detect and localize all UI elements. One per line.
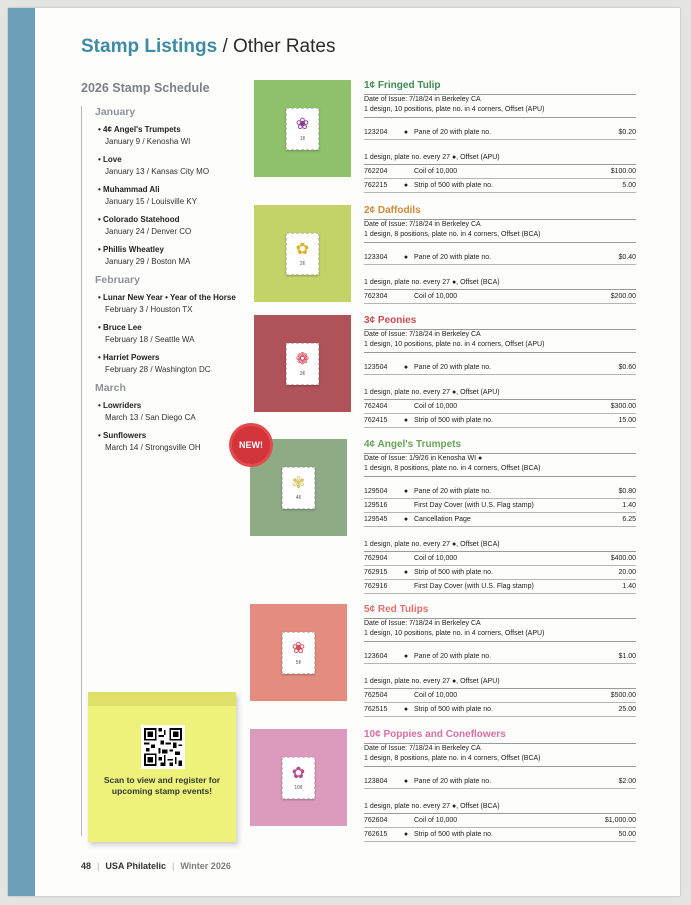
item-code: 123504 bbox=[364, 364, 388, 371]
item-description: First Day Cover (with U.S. Flag stamp) bbox=[414, 502, 534, 509]
item-description: Pane of 20 with plate no. bbox=[414, 488, 492, 495]
table-row bbox=[364, 126, 636, 140]
item-code: 762404 bbox=[364, 403, 388, 410]
item-price: $0.60 bbox=[618, 364, 636, 371]
listing-title: 1¢ Fringed Tulip bbox=[364, 80, 441, 91]
table-row bbox=[364, 703, 636, 717]
month-february: February bbox=[95, 274, 140, 286]
item-code: 129545 bbox=[364, 516, 388, 523]
item-description: Coil of 10,000 bbox=[414, 555, 458, 562]
issue-date: Date of Issue: 7/18/24 in Berkeley CA bbox=[364, 221, 481, 228]
schedule-event: • Love January 13 / Kansas City MO bbox=[98, 155, 210, 176]
item-code: 123304 bbox=[364, 254, 388, 261]
listing-1c bbox=[364, 80, 636, 193]
format-icon: ● bbox=[403, 778, 409, 785]
format-icon: ● bbox=[403, 706, 409, 713]
item-price: $0.80 bbox=[618, 488, 636, 495]
issue-date: Date of Issue: 7/18/24 in Berkeley CA bbox=[364, 620, 481, 627]
item-code: 762504 bbox=[364, 692, 388, 699]
item-description: Coil of 10,000 bbox=[414, 692, 458, 699]
page-title-bold: Stamp Listings bbox=[81, 36, 218, 57]
listing-title: 3¢ Peonies bbox=[364, 315, 417, 326]
item-price: $200.00 bbox=[610, 293, 636, 300]
item-code: 762515 bbox=[364, 706, 388, 713]
issue-date: Date of Issue: 7/18/24 in Berkeley CA bbox=[364, 745, 481, 752]
item-description: First Day Cover (with U.S. Flag stamp) bbox=[414, 583, 534, 590]
listing-title: 10¢ Poppies and Coneflowers bbox=[364, 729, 506, 740]
item-price: 6.25 bbox=[622, 516, 636, 523]
listing-title: 5¢ Red Tulips bbox=[364, 604, 429, 615]
flower-icon: ❁ bbox=[295, 350, 310, 368]
coil-design-info: 1 design, plate no. every 27 ●, Offset (APU) bbox=[364, 152, 636, 165]
side-color-bar bbox=[8, 8, 35, 896]
schedule-event: • Lowriders March 13 / San Diego CA bbox=[98, 401, 196, 422]
note-text: Scan to view and register for upcoming stamp events! bbox=[103, 775, 221, 796]
item-code: 123804 bbox=[364, 778, 388, 785]
flower-icon: ❀ bbox=[291, 639, 306, 657]
item-price: 5.00 bbox=[622, 182, 636, 189]
qr-code[interactable] bbox=[141, 725, 185, 769]
item-description: Pane of 20 with plate no. bbox=[414, 254, 492, 261]
format-icon: ● bbox=[403, 364, 409, 371]
item-price: $500.00 bbox=[610, 692, 636, 699]
item-code: 762604 bbox=[364, 817, 388, 824]
table-row bbox=[364, 400, 636, 414]
listing-5c bbox=[364, 604, 636, 717]
stamp-image-10c bbox=[250, 729, 347, 826]
stamp-image-3c bbox=[254, 315, 351, 412]
item-price: 50.00 bbox=[618, 831, 636, 838]
design-info: 1 design, 10 positions, plate no. in 4 corners, Offset (APU) bbox=[364, 629, 636, 642]
format-icon: ● bbox=[403, 129, 409, 136]
table-row bbox=[364, 414, 636, 428]
stamp-denomination: 4¢ bbox=[295, 494, 302, 501]
stamp-denomination: 3¢ bbox=[299, 370, 306, 377]
month-january: January bbox=[95, 106, 136, 118]
item-description: Strip of 500 with plate no. bbox=[414, 831, 493, 838]
stamp-image-5c bbox=[250, 604, 347, 701]
schedule-event: • Phillis Wheatley January 29 / Boston MA bbox=[98, 245, 191, 266]
schedule-event: • Sunflowers March 14 / Strongsville OH bbox=[98, 431, 201, 452]
format-icon: ● bbox=[403, 516, 409, 523]
item-description: Coil of 10,000 bbox=[414, 403, 458, 410]
new-badge: NEW! bbox=[232, 426, 270, 464]
page-footer bbox=[81, 861, 231, 871]
item-description: Strip of 500 with plate no. bbox=[414, 417, 493, 424]
month-march: March bbox=[95, 382, 126, 394]
format-icon: ● bbox=[403, 569, 409, 576]
item-description: Strip of 500 with plate no. bbox=[414, 182, 493, 189]
table-row bbox=[364, 513, 636, 527]
item-price: $1,000.00 bbox=[604, 817, 636, 824]
page-title bbox=[81, 36, 335, 58]
issue-name: Winter 2026 bbox=[180, 861, 231, 871]
item-code: 129504 bbox=[364, 488, 388, 495]
item-code: 762415 bbox=[364, 417, 388, 424]
table-row bbox=[364, 650, 636, 664]
table-row bbox=[364, 499, 636, 513]
item-code: 762916 bbox=[364, 583, 388, 590]
flower-icon: ✿ bbox=[295, 240, 310, 258]
issue-date: Date of Issue: 1/9/26 in Kenosha WI ● bbox=[364, 455, 483, 462]
catalog-page bbox=[8, 8, 680, 896]
item-code: 762615 bbox=[364, 831, 388, 838]
table-row bbox=[364, 828, 636, 842]
footer-separator: | bbox=[172, 861, 175, 871]
item-code: 762204 bbox=[364, 168, 388, 175]
item-code: 762215 bbox=[364, 182, 388, 189]
schedule-event: • Lunar New Year • Year of the Horse February 3 / Houston TX bbox=[98, 293, 236, 314]
design-info: 1 design, 8 positions, plate no. in 4 corners, Offset (BCA) bbox=[364, 464, 636, 477]
schedule-event: • Harriet Powers February 28 / Washington DC bbox=[98, 353, 211, 374]
item-price: 1.40 bbox=[622, 583, 636, 590]
stamp-denomination: 5¢ bbox=[295, 659, 302, 666]
listing-2c bbox=[364, 205, 636, 304]
design-info: 1 design, 8 positions, plate no. in 4 corners, Offset (BCA) bbox=[364, 230, 636, 243]
listing-4c bbox=[364, 439, 636, 594]
item-price: 20.00 bbox=[618, 569, 636, 576]
table-row bbox=[364, 179, 636, 193]
schedule-event: • Colorado Statehood January 24 / Denver CO bbox=[98, 215, 192, 236]
table-row bbox=[364, 165, 636, 179]
issue-date: Date of Issue: 7/18/24 in Berkeley CA bbox=[364, 331, 481, 338]
qr-code-icon bbox=[144, 728, 182, 766]
stamp-image-1c bbox=[254, 80, 351, 177]
schedule-event: • Bruce Lee February 18 / Seattle WA bbox=[98, 323, 195, 344]
item-description: Pane of 20 with plate no. bbox=[414, 364, 492, 371]
table-row bbox=[364, 814, 636, 828]
item-description: Pane of 20 with plate no. bbox=[414, 129, 492, 136]
item-price: $400.00 bbox=[610, 555, 636, 562]
stamp-denomination: 10¢ bbox=[294, 784, 303, 791]
coil-design-info: 1 design, plate no. every 27 ●, Offset (BCA) bbox=[364, 539, 636, 552]
item-price: 25.00 bbox=[618, 706, 636, 713]
table-row bbox=[364, 775, 636, 789]
stamp-denomination: 1¢ bbox=[299, 135, 306, 142]
item-price: $100.00 bbox=[610, 168, 636, 175]
item-price: 15.00 bbox=[618, 417, 636, 424]
schedule-event: • 4¢ Angel's Trumpets January 9 / Kenosha WI bbox=[98, 125, 191, 146]
item-code: 129516 bbox=[364, 502, 388, 509]
publication-name: USA Philatelic bbox=[105, 861, 167, 871]
stamp-image-2c bbox=[254, 205, 351, 302]
item-description: Coil of 10,000 bbox=[414, 168, 458, 175]
format-icon: ● bbox=[403, 417, 409, 424]
schedule-heading: 2026 Stamp Schedule bbox=[81, 81, 210, 95]
table-row bbox=[364, 290, 636, 304]
format-icon: ● bbox=[403, 831, 409, 838]
table-row bbox=[364, 485, 636, 499]
format-icon: ● bbox=[403, 653, 409, 660]
item-price: $1.00 bbox=[618, 653, 636, 660]
design-info: 1 design, 8 positions, plate no. in 4 corners, Offset (BCA) bbox=[364, 754, 636, 767]
listing-10c bbox=[364, 729, 636, 842]
listing-3c bbox=[364, 315, 636, 428]
format-icon: ● bbox=[403, 254, 409, 261]
item-description: Strip of 500 with plate no. bbox=[414, 706, 493, 713]
stamp-denomination: 2¢ bbox=[299, 260, 306, 267]
coil-design-info: 1 design, plate no. every 27 ●, Offset (APU) bbox=[364, 387, 636, 400]
sticky-note-tab bbox=[88, 692, 236, 706]
page-title-rest: / Other Rates bbox=[217, 36, 336, 57]
item-price: $2.00 bbox=[618, 778, 636, 785]
item-code: 762915 bbox=[364, 569, 388, 576]
page-number: 48 bbox=[81, 861, 92, 871]
item-description: Coil of 10,000 bbox=[414, 817, 458, 824]
item-code: 762304 bbox=[364, 293, 388, 300]
format-icon: ● bbox=[403, 182, 409, 189]
issue-date: Date of Issue: 7/18/24 in Berkeley CA bbox=[364, 96, 481, 103]
design-info: 1 design, 10 positions, plate no. in 4 corners, Offset (APU) bbox=[364, 340, 636, 353]
item-price: $300.00 bbox=[610, 403, 636, 410]
flower-icon: ❀ bbox=[295, 115, 310, 133]
item-code: 762904 bbox=[364, 555, 388, 562]
listing-title: 2¢ Daffodils bbox=[364, 205, 421, 216]
flower-icon: ✾ bbox=[291, 474, 306, 492]
table-row bbox=[364, 580, 636, 594]
table-row bbox=[364, 251, 636, 265]
item-description: Cancellation Page bbox=[414, 516, 471, 523]
format-icon: ● bbox=[403, 488, 409, 495]
item-price: $0.20 bbox=[618, 129, 636, 136]
footer-separator: | bbox=[97, 861, 100, 871]
table-row bbox=[364, 361, 636, 375]
item-description: Pane of 20 with plate no. bbox=[414, 778, 492, 785]
flower-icon: ✿ bbox=[291, 764, 306, 782]
coil-design-info: 1 design, plate no. every 27 ●, Offset (BCA) bbox=[364, 277, 636, 290]
item-code: 123204 bbox=[364, 129, 388, 136]
item-price: $0.40 bbox=[618, 254, 636, 261]
listing-title: 4¢ Angel's Trumpets bbox=[364, 439, 462, 450]
table-row bbox=[364, 689, 636, 703]
item-description: Pane of 20 with plate no. bbox=[414, 653, 492, 660]
coil-design-info: 1 design, plate no. every 27 ●, Offset (APU) bbox=[364, 676, 636, 689]
table-row bbox=[364, 552, 636, 566]
table-row bbox=[364, 566, 636, 580]
schedule-event: • Muhammad Ali January 15 / Louisville KY bbox=[98, 185, 198, 206]
item-description: Strip of 500 with plate no. bbox=[414, 569, 493, 576]
coil-design-info: 1 design, plate no. every 27 ●, Offset (BCA) bbox=[364, 801, 636, 814]
item-price: 1.40 bbox=[622, 502, 636, 509]
item-code: 123604 bbox=[364, 653, 388, 660]
design-info: 1 design, 10 positions, plate no. in 4 corners, Offset (APU) bbox=[364, 105, 636, 118]
item-description: Coil of 10,000 bbox=[414, 293, 458, 300]
